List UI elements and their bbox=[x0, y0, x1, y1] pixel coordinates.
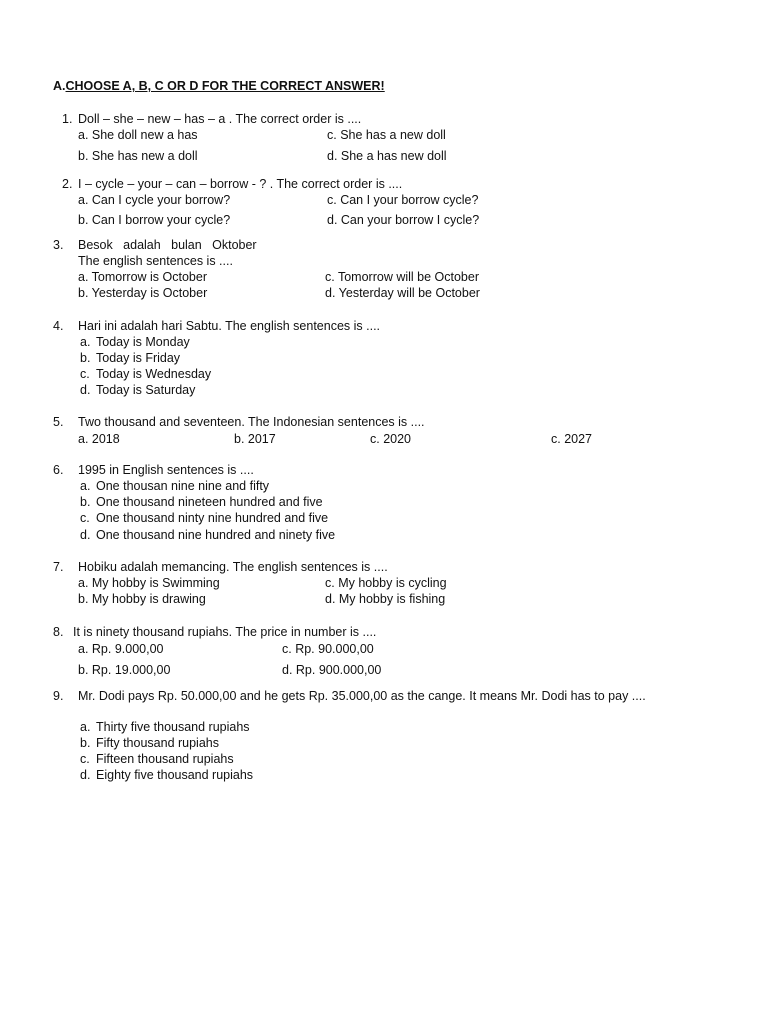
option: a. She doll new a has bbox=[78, 128, 198, 142]
option: Today is Friday bbox=[96, 351, 181, 365]
question-text: Mr. Dodi pays Rp. 50.000,00 and he gets Rp. 35.000,00 as the cange. It means Mr. Dodi has to pay .... bbox=[78, 689, 646, 703]
question-number: 3. bbox=[53, 238, 64, 252]
option: d. Rp. 900.000,00 bbox=[282, 663, 382, 677]
option-letter: a. bbox=[80, 335, 91, 349]
option: c. Rp. 90.000,00 bbox=[282, 642, 374, 656]
question-text: 1995 in English sentences is .... bbox=[78, 463, 254, 477]
option-letter: b. bbox=[80, 736, 91, 750]
option: b. My hobby is drawing bbox=[78, 592, 206, 606]
option: c. Can I your borrow cycle? bbox=[327, 193, 479, 207]
option-letter: d. bbox=[80, 768, 91, 782]
section-prefix: A. bbox=[53, 79, 66, 93]
option: Today is Wednesday bbox=[96, 367, 212, 381]
option-letter: a. bbox=[80, 479, 91, 493]
question-text: Hari ini adalah hari Sabtu. The english sentences is .... bbox=[78, 319, 381, 333]
question-text: It is ninety thousand rupiahs. The price in number is .... bbox=[73, 625, 377, 639]
question-number: 6. bbox=[53, 463, 64, 477]
option-letter: b. bbox=[80, 495, 91, 509]
option: a. My hobby is Swimming bbox=[78, 576, 220, 590]
question-number: 2. bbox=[62, 177, 73, 191]
option-letter: c. bbox=[80, 511, 90, 525]
option-letter: d. bbox=[80, 383, 91, 397]
option: d. My hobby is fishing bbox=[325, 592, 446, 606]
option: One thousand ninty nine hundred and five bbox=[96, 511, 329, 525]
question-text-line2: The english sentences is .... bbox=[78, 254, 233, 268]
option: Today is Saturday bbox=[96, 383, 196, 397]
option-letter: a. bbox=[80, 720, 91, 734]
option-letter: d. bbox=[80, 528, 91, 542]
option: d. Yesterday will be October bbox=[325, 286, 480, 300]
question-text: Hobiku adalah memancing. The english sentences is .... bbox=[78, 560, 388, 574]
option-letter: c. bbox=[80, 752, 90, 766]
option: b. Can I borrow your cycle? bbox=[78, 213, 231, 227]
option: d. She a has new doll bbox=[327, 149, 447, 163]
option: c. 2027 bbox=[551, 432, 593, 446]
option: Thirty five thousand rupiahs bbox=[96, 720, 250, 734]
question-number: 9. bbox=[53, 689, 64, 703]
question-number: 7. bbox=[53, 560, 64, 574]
option: c. 2020 bbox=[370, 432, 412, 446]
option: b. 2017 bbox=[234, 432, 276, 446]
option: c. My hobby is cycling bbox=[325, 576, 447, 590]
option: Fifty thousand rupiahs bbox=[96, 736, 219, 750]
option: c. She has a new doll bbox=[327, 128, 446, 142]
option: d. Can your borrow I cycle? bbox=[327, 213, 480, 227]
option: One thousand nineteen hundred and five bbox=[96, 495, 323, 509]
option: a. 2018 bbox=[78, 432, 120, 446]
question-number: 8. bbox=[53, 625, 64, 639]
option: One thousan nine nine and fifty bbox=[96, 479, 270, 493]
option: One thousand nine hundred and ninety five bbox=[96, 528, 336, 542]
question-number: 4. bbox=[53, 319, 64, 333]
option: a. Tomorrow is October bbox=[78, 270, 207, 284]
option: Eighty five thousand rupiahs bbox=[96, 768, 254, 782]
option: a. Rp. 9.000,00 bbox=[78, 642, 164, 656]
question-text: Doll – she – new – has – a . The correct order is .... bbox=[78, 112, 362, 126]
question-text: Two thousand and seventeen. The Indonesian sentences is .... bbox=[78, 415, 425, 429]
section-title: CHOOSE A, B, C OR D FOR THE CORRECT ANSWER! bbox=[65, 79, 385, 93]
question-number: 1. bbox=[62, 112, 73, 126]
option: b. Yesterday is October bbox=[78, 286, 208, 300]
option: a. Can I cycle your borrow? bbox=[78, 193, 231, 207]
question-text: I – cycle – your – can – borrow - ? . The correct order is .... bbox=[78, 177, 403, 191]
option: c. Tomorrow will be October bbox=[325, 270, 479, 284]
option: b. She has new a doll bbox=[78, 149, 198, 163]
question-text: Besok adalah bulan Oktober bbox=[78, 238, 257, 252]
question-number: 5. bbox=[53, 415, 64, 429]
option: Today is Monday bbox=[96, 335, 190, 349]
option: b. Rp. 19.000,00 bbox=[78, 663, 171, 677]
section-heading bbox=[53, 78, 385, 94]
option: Fifteen thousand rupiahs bbox=[96, 752, 234, 766]
option-letter: b. bbox=[80, 351, 91, 365]
option-letter: c. bbox=[80, 367, 90, 381]
